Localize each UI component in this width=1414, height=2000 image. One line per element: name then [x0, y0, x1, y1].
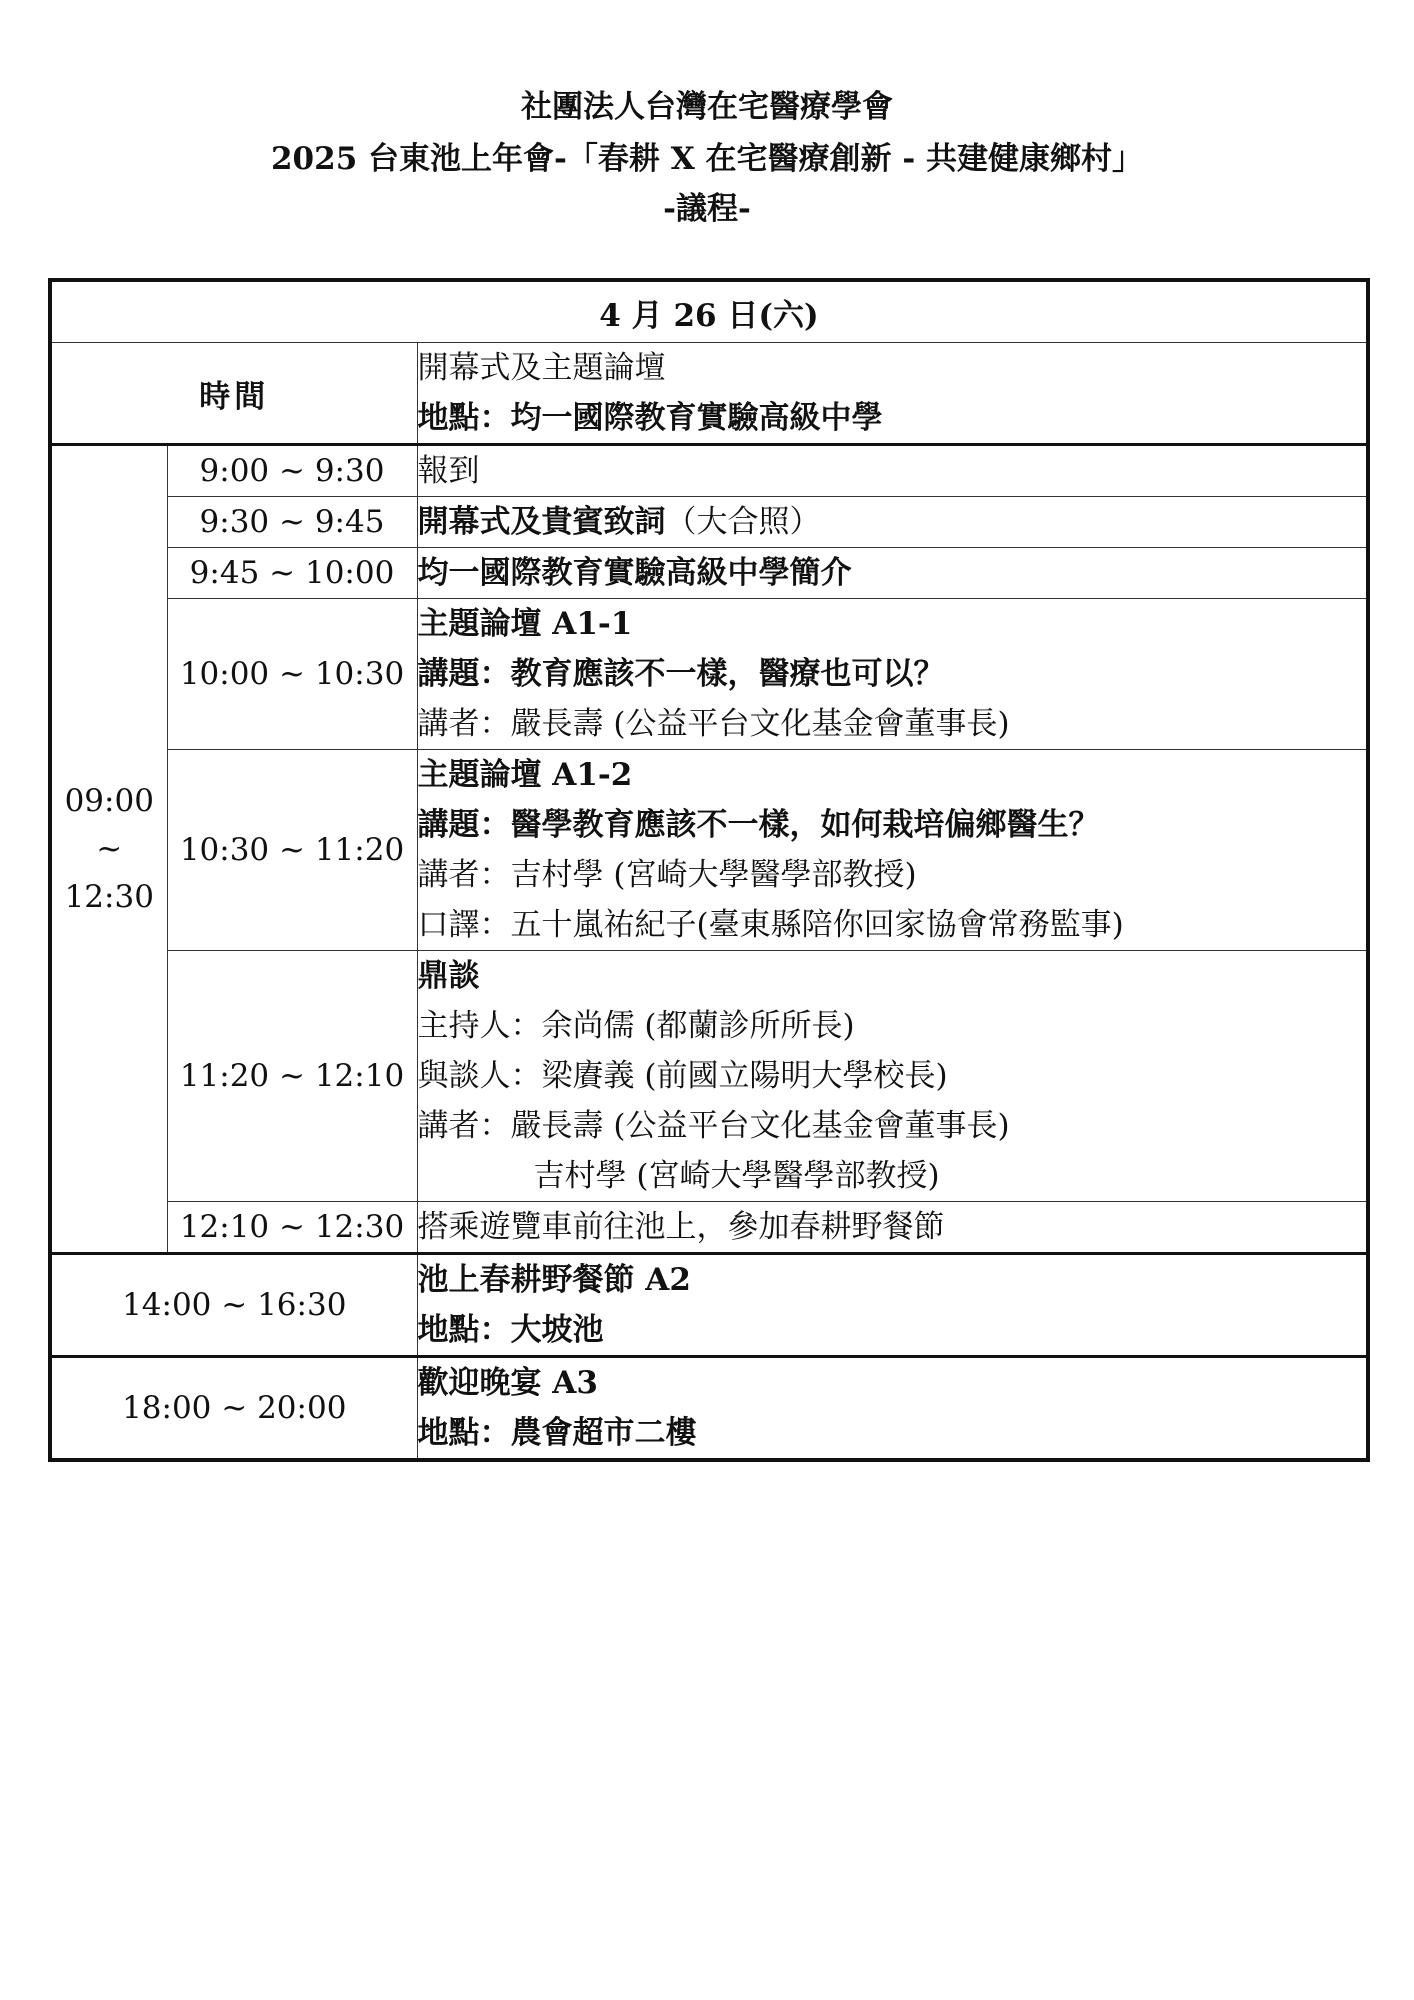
session-panelist: 與談人：梁賡義 (前國立陽明大學校長) — [417, 1058, 948, 1094]
slot-content — [417, 599, 1368, 750]
table-row — [50, 1202, 1368, 1254]
table-row — [50, 497, 1368, 548]
org-title: 社團法人台灣在宅醫療學會 — [521, 89, 893, 125]
afternoon-content — [417, 1254, 1368, 1357]
slot-content — [417, 497, 1368, 548]
slot-time: 12:10 ~ 12:30 — [167, 1202, 417, 1254]
opening-location: 地點：均一國際教育實驗高級中學 — [417, 400, 883, 436]
event-title: 2025 台東池上年會-「春耕 X 在宅醫療創新 - 共建健康鄉村」 — [270, 141, 1144, 177]
table-row — [50, 548, 1368, 599]
table-row — [50, 750, 1368, 951]
table-row — [50, 445, 1368, 497]
session-topic: 講題：教育應該不一樣，醫療也可以？ — [417, 656, 945, 692]
slot-content — [417, 1202, 1368, 1254]
slot-content — [417, 750, 1368, 951]
session-moderator: 主持人：余尚儒 (都蘭診所所長) — [417, 1008, 855, 1044]
slot-time: 9:00 ~ 9:30 — [167, 445, 417, 497]
slot-line: 均一國際教育實驗高級中學簡介 — [417, 555, 852, 591]
morning-end: 12:30 — [64, 879, 154, 916]
slot-content — [417, 548, 1368, 599]
evening-time: 18:00 ~ 20:00 — [50, 1357, 417, 1461]
slot-note: （大合照） — [665, 504, 821, 540]
slot-line: 開幕式及貴賓致詞 — [417, 504, 666, 540]
session-speaker: 講者：嚴長壽 (公益平台文化基金會董事長) — [417, 1108, 1010, 1144]
table-row — [50, 951, 1368, 1202]
session-speaker-2: 吉村學 (宮崎大學醫學部教授) — [533, 1158, 940, 1194]
slot-time: 10:00 ~ 10:30 — [167, 599, 417, 750]
opening-cell — [417, 343, 1368, 445]
morning-block-time — [50, 445, 167, 1254]
table-row — [50, 599, 1368, 750]
morning-separator: ~ — [96, 830, 123, 867]
afternoon-row — [50, 1254, 1368, 1357]
evening-title: 歡迎晚宴 A3 — [417, 1365, 598, 1401]
session-topic: 講題：醫學教育應該不一樣，如何栽培偏鄉醫生？ — [417, 807, 1100, 843]
slot-line: 報到 — [417, 453, 480, 489]
slot-line: 搭乘遊覽車前往池上，參加春耕野餐節 — [417, 1209, 945, 1245]
session-title: 鼎談 — [417, 958, 480, 994]
morning-start: 09:00 — [64, 782, 154, 819]
slot-time: 9:30 ~ 9:45 — [167, 497, 417, 548]
agenda-title: -議程- — [663, 191, 751, 227]
agenda-table — [48, 278, 1370, 1462]
slot-content — [417, 951, 1368, 1202]
slot-content — [417, 445, 1368, 497]
slot-time: 11:20 ~ 12:10 — [167, 951, 417, 1202]
afternoon-title: 池上春耕野餐節 A2 — [417, 1262, 691, 1298]
session-title: 主題論壇 A1-1 — [417, 606, 633, 642]
opening-title: 開幕式及主題論壇 — [417, 350, 666, 386]
afternoon-time: 14:00 ~ 16:30 — [50, 1254, 417, 1357]
date-row — [50, 280, 1368, 343]
time-column-header: 時間 — [50, 343, 417, 445]
evening-content — [417, 1357, 1368, 1461]
opening-row — [50, 343, 1368, 445]
session-title: 主題論壇 A1-2 — [417, 757, 633, 793]
slot-time: 10:30 ~ 11:20 — [167, 750, 417, 951]
afternoon-location: 地點：大坡池 — [417, 1312, 604, 1348]
session-speaker: 講者：吉村學 (宮崎大學醫學部教授) — [417, 857, 917, 893]
evening-location: 地點：農會超市二樓 — [417, 1415, 697, 1451]
agenda-date: 4 月 26 日(六) — [50, 280, 1368, 343]
evening-row — [50, 1357, 1368, 1461]
slot-time: 9:45 ~ 10:00 — [167, 548, 417, 599]
session-interpreter: 口譯：五十嵐祐紀子(臺東縣陪你回家協會常務監事) — [417, 907, 1124, 943]
session-speaker: 講者：嚴長壽 (公益平台文化基金會董事長) — [417, 706, 1010, 742]
